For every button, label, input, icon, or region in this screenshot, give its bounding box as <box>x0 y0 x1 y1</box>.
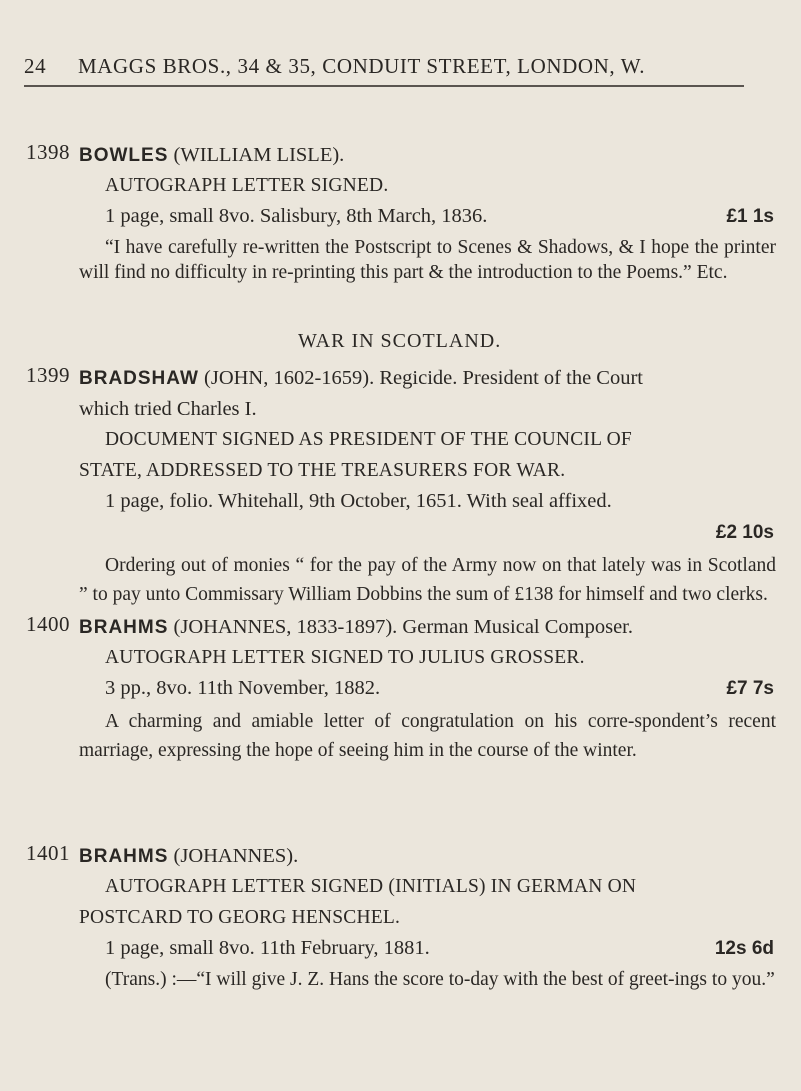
item-quote: A charming and amiable letter of congratulation on his corre-spondent’s recent marriage, expressing the hope of seeing him in the course of the winter. <box>79 711 776 761</box>
item-price: 12s 6d <box>714 938 774 959</box>
running-title: MAGGS BROS., 34 & 35, CONDUIT STREET, LONDON, W. <box>78 54 646 78</box>
author-name: BRAHMS <box>79 617 169 638</box>
catalogue-entry <box>26 140 776 285</box>
item-title: DOCUMENT SIGNED AS PRESIDENT OF THE COUNCIL OF <box>105 429 632 450</box>
section-heading: WAR IN SCOTLAND. <box>298 330 502 352</box>
item-quote: “I have carefully re-written the Postscript to Scenes & Shadows, & I hope the printer will find no difficulty in re-printing this part & the introduction to the Poems.” Etc. <box>79 237 776 283</box>
item-price: £1 1s <box>726 206 774 227</box>
header-rule <box>24 85 744 87</box>
lot-number: 1401 <box>26 841 70 865</box>
item-title: AUTOGRAPH LETTER SIGNED TO JULIUS GROSSER. <box>105 647 585 668</box>
catalogue-entry <box>26 363 776 609</box>
item-description: 1 page, small 8vo. 11th February, 1881. <box>105 937 430 959</box>
item-title-cont: POSTCARD TO GEORG HENSCHEL. <box>79 907 401 928</box>
item-price: £7 7s <box>726 678 774 699</box>
lot-number: 1399 <box>26 363 70 387</box>
item-description: 1 page, small 8vo. Salisbury, 8th March, 1836. <box>105 205 488 227</box>
lot-number: 1400 <box>26 612 70 636</box>
catalogue-entry <box>26 612 776 765</box>
item-price: £2 10s <box>715 522 774 543</box>
author-subtitle: (WILLIAM LISLE). <box>173 144 345 166</box>
author-subtitle: (JOHANNES). <box>173 845 299 867</box>
item-title-cont: STATE, ADDRESSED TO THE TREASURERS FOR WAR. <box>79 460 566 481</box>
page-number: 24 <box>24 54 47 78</box>
running-header <box>24 54 744 79</box>
author-name: BOWLES <box>79 145 169 166</box>
item-title: AUTOGRAPH LETTER SIGNED. <box>105 175 389 196</box>
item-description: 3 pp., 8vo. 11th November, 1882. <box>105 677 381 699</box>
item-quote: (Trans.) :—“I will give J. Z. Hans the score to-day with the best of greet-ings to you.” <box>105 969 775 990</box>
lot-number: 1398 <box>26 140 70 164</box>
author-name: BRAHMS <box>79 846 169 867</box>
author-subtitle: (JOHN, 1602-1659). Regicide. President of the Court <box>204 367 643 389</box>
item-title: AUTOGRAPH LETTER SIGNED (INITIALS) IN GERMAN ON <box>105 876 637 897</box>
author-subtitle-cont: which tried Charles I. <box>79 398 257 420</box>
author-subtitle: (JOHANNES, 1833-1897). German Musical Composer. <box>173 616 634 638</box>
item-quote: Ordering out of monies “ for the pay of the Army now on that lately was in Scotland ” to pay unto Commissary William Dobbins the sum of £138 for himself and two clerks. <box>79 555 776 605</box>
item-description: 1 page, folio. Whitehall, 9th October, 1651. With seal affixed. <box>105 490 612 512</box>
author-name: BRADSHAW <box>79 368 199 389</box>
catalogue-entry <box>26 841 776 992</box>
